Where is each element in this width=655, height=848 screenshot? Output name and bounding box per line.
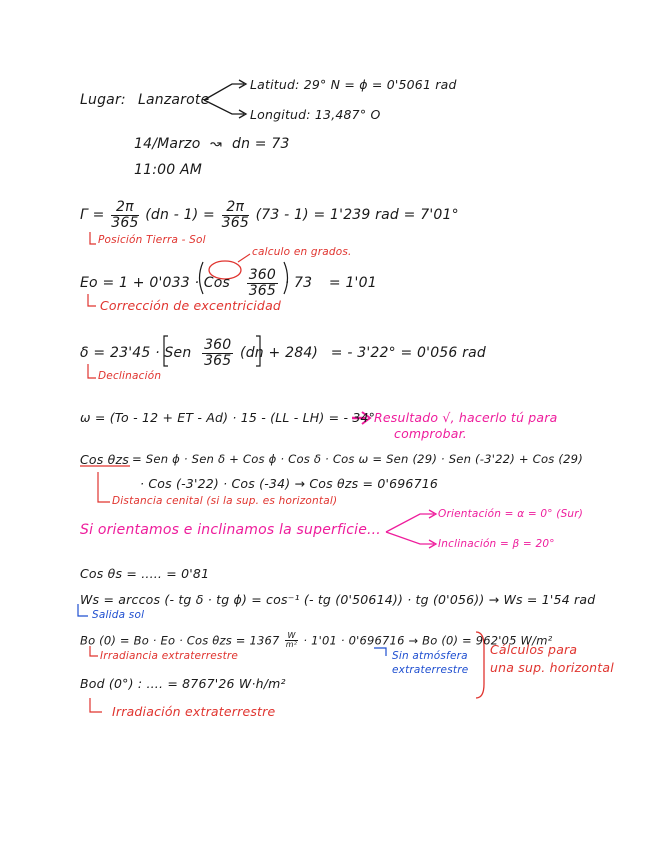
fraction: $\frac{360}{365}$: [204, 337, 232, 369]
omega-note-1: Resultado √, hacerlo tú para: [374, 410, 558, 425]
fraction: $\frac{2\pi}{365}$: [111, 199, 139, 231]
bod-equation: Bod (0°) : .... = 8767'26 W·h/m²: [80, 676, 286, 691]
gamma-equation: [80, 200, 459, 230]
bo-note: Irradiancia extraterrestre: [100, 650, 239, 662]
cos-thz-line-2: · Cos (-3'22) · Cos (-34) → Cos θzs = 0'696716: [140, 476, 439, 491]
latitude: Latitud: 29° N = ϕ = 0'5061 rad: [250, 77, 457, 92]
eo-equation: Eo = 1 + 0'033 · Cos $\frac{360}{365}$ · 73 = 1'01: [80, 267, 377, 299]
side-note-2: una sup. horizontal: [490, 660, 614, 675]
bo-blue-1: Sin atmósfera: [392, 650, 468, 662]
delta-note: Declinación: [98, 370, 162, 382]
place-name: Lanzarote: [138, 92, 210, 108]
fraction: $\frac{2\pi}{365}$: [221, 199, 249, 231]
gamma-note: Posición Tierra - Sol: [98, 234, 206, 246]
cos-thz-lhs: Cos θzs: [80, 452, 129, 467]
bo-blue-2: extraterrestre: [392, 664, 469, 676]
eo-note-top: calculo en grados.: [252, 246, 352, 258]
gamma-rhs: (73 - 1) = 1'239 rad = 7'01°: [255, 207, 459, 224]
gamma-mid: (dn - 1) =: [145, 207, 215, 224]
arrow-icon: ↝: [210, 136, 222, 152]
cos-thz-note: Distancia cenital (si la sup. es horizontal): [112, 495, 338, 507]
delta-equation: δ = 23'45 · Sen $\frac{360}{365}$ (dn + 284) = - 3'22° = 0'056 rad: [80, 337, 486, 369]
cos-thz-line-1: = Sen ϕ · Sen δ + Cos ϕ · Cos δ · Cos ω = Sen (29) · Sen (-3'22) + Cos (29): [132, 452, 583, 466]
omega-note-2: comprobar.: [394, 426, 467, 441]
time: 11:00 AM: [134, 162, 203, 178]
eo-note: Corrección de excentricidad: [100, 298, 282, 313]
fraction: $\frac{W}{\text{m²}}$: [285, 631, 298, 650]
lugar-label: Lugar:: [80, 92, 126, 108]
side-note-1: Cálculos para: [490, 642, 578, 657]
bod-note: Irradiación extraterrestre: [112, 704, 276, 719]
cos-ths: Cos θs = ..... = 0'81: [80, 566, 210, 581]
fraction: $\frac{360}{365}$: [248, 267, 277, 299]
orient-alpha: Orientación = α = 0° (Sur): [438, 508, 584, 520]
day-number: dn = 73: [232, 136, 290, 152]
gamma-lhs: Γ =: [80, 207, 105, 224]
ws-note: Salida sol: [92, 609, 145, 621]
longitude: Longitud: 13,487° O: [250, 107, 381, 122]
orient-beta: Inclinación = β = 20°: [438, 538, 555, 550]
date: 14/Marzo: [134, 136, 201, 152]
ws-equation: Ws = arccos (- tg δ · tg ϕ) = cos⁻¹ (- tg (0'50614)) · tg (0'056)) → Ws = 1'54 rad: [80, 592, 596, 607]
omega-equation: ω = (To - 12 + ET - Ad) · 15 - (LL - LH) = - 34°: [80, 410, 376, 425]
orient-text: Si orientamos e inclinamos la superficie...: [80, 522, 381, 538]
bo-equation: Bo (0) = Bo · Eo · Cos θzs = 1367 $\frac{W}{\text{m²}}$ · 1'01 · 0'696716 → Bo (0) = 962'05 W/m²: [80, 631, 553, 650]
